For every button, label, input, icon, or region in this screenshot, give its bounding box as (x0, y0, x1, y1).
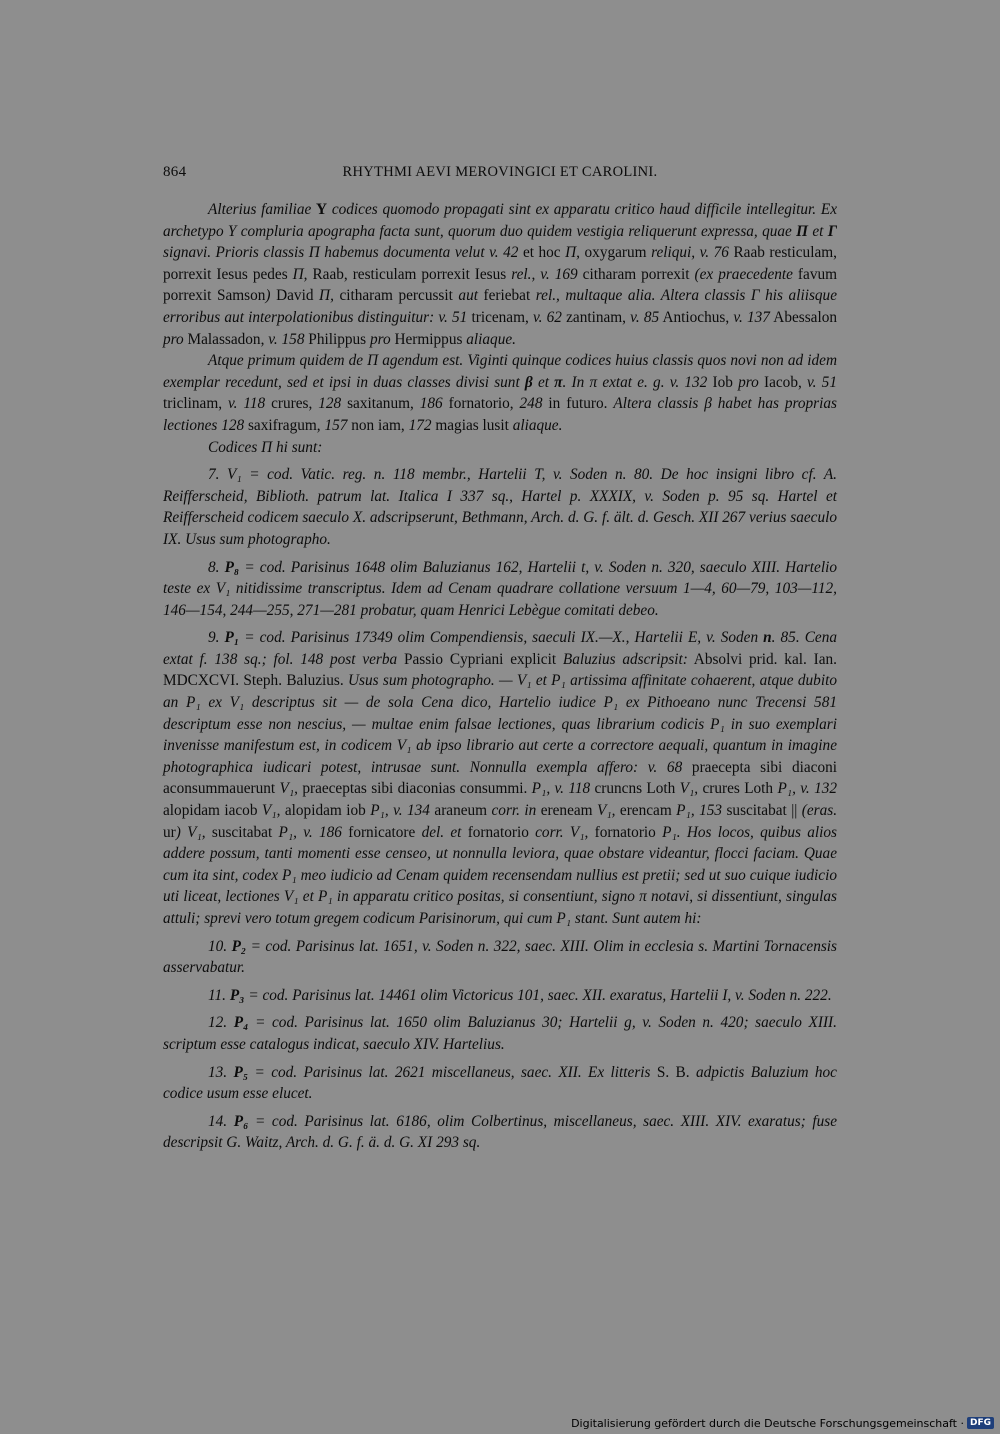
codex-entry-12: 12. P₄ = cod. Parisinus lat. 1650 olim Baluzianus 30; Hartelii g, v. Soden n. 420; saeculo XIII. scriptum esse catalogus indicat, saeculo XIV. Hartelius. (163, 1014, 837, 1053)
codex-entry-8: 8. P₈ = cod. Parisinus 1648 olim Baluzianus 162, Hartelii t, v. Soden n. 320, saeculo XIII. Hartelio teste ex V₁ nitidissime transcriptus. Idem ad Cenam quadrare collatione versuum 1—4, 60—79, 103—112, 146—154, 244—255, 271—281 probatur, quam Henrici Lebègue comitati debeo. (163, 558, 837, 619)
page-header (163, 164, 837, 186)
page-body (163, 199, 837, 1154)
codex-entry-10: 10. P₂ = cod. Parisinus lat. 1651, v. Soden n. 322, saec. XIII. Olim in ecclesia s. Martini Tornacensis asservabatur. (163, 937, 838, 977)
codex-entry-14: 14. P₆ = cod. Parisinus lat. 6186, olim Colbertinus, miscellaneus, saec. XIII. XIV. exaratus; fuse descripsit G. Waitz, Arch. d. G. f. ä. d. G. XI 293 sq. (163, 1112, 837, 1152)
page-number: 864 (163, 164, 187, 180)
codex-entry-11: 11. P₃ = cod. Parisinus lat. 14461 olim Victoricus 101, saec. XII. exaratus, Hartelii I, v. Soden n. 222. (208, 986, 832, 1004)
footer-text: Digitalisierung gefördert durch die Deutsche Forschungsgemeinschaft · (571, 1416, 964, 1430)
codex-entry-9: 9. P₁ = cod. Parisinus 17349 olim Compendiensis, saeculi IX.—X., Hartelii E, v. Soden n. 85. Cena extat f. 138 sq.; fol. 148 post verba Passio Cypriani explicit Baluzius adscripsit: Absolvi prid. kal. Ian. MDCXCVI. Steph. Baluzius. Usus sum photographo. — V₁ et P₁ artissima affinitate cohaerent, atque dubito an P₁ ex V₁ descriptus sit — de sola Cena dico, Hartelio iudice P₁ ex Pithoeano nunc Trecensi 581 descriptum esse non nescius, — multae enim falsae lectiones, quas librarium codicis P₁ in suo exemplari invenisse manifestum est, in codicem V₁ ab ipso librario aut certe a correctore aequali, quantum in imagine photographica iudicari potest, intrusae sunt. Nonnulla exempla affero: v. 68 praecepta sibi diaconi aconsummauerunt V₁, praeceptas sibi diaconias consummi. P₁, v. 118 cruncns Loth V₁, crures Loth P₁, v. 132 alopidam iacob V₁, alopidam iob P₁, v. 134 araneum corr. in ereneam V₁, erencam P₁, 153 suscitabat || (eras. ur) V₁, suscitabat P₁, v. 186 fornicatore del. et fornatorio corr. V₁, fornatorio P₁. Hos locos, quibus alios addere possum, tanti momenti esse censeo, ut nonnulla leviora, quae obstare videantur, flocci faciam. Quae cum ita sint, codex P₁ meo iudicio ad Cenam quidem recensendam nullius est pretii; sed ut suo cuique iudicio uti liceat, lectiones V₁ et P₁ in apparatu critico positas, si consentiunt, signo π notavi, si dissentiunt, singulas attuli; sprevi vero totum gregem codicum Parisinorum, qui cum P₁ stant. Sunt autem hi: (163, 629, 838, 927)
digitization-footer (571, 1415, 994, 1431)
paragraph-class-pi: Atque primum quidem de Π agendum est. Viginti quinque codices huius classis quos novi non ad idem exemplar recedunt, sed et ipsi in duas classes divisi sunt β et π. In π extat e. g. v. 132 Iob pro Iacob, v. 51 triclinam, v. 118 crures, 128 saxitanum, 186 fornatorio, 248 in futuro. Altera classis β habet has proprias lectiones 128 saxifragum, 157 non iam, 172 magias lusit aliaque. (163, 352, 837, 434)
codex-entry-7: 7. V₁ = cod. Vatic. reg. n. 118 membr., Hartelii T, v. Soden n. 80. De hoc insigni libro cf. A. Reifferscheid, Biblioth. patrum lat. Italica I 337 sq., Hartel p. XXXIX, v. Soden p. 95 sq. Hartel et Reifferscheid codicem saeculo X. adscripserunt, Bethmann, Arch. d. G. f. ält. d. Gesch. XII 267 verius saeculo IX. Usus sum photographo. (163, 466, 837, 548)
codex-entry-13: 13. P₅ = cod. Parisinus lat. 2621 miscellaneus, saec. XII. Ex litteris S. B. adpictis Baluzium hoc codice usum esse elucet. (163, 1063, 837, 1103)
paragraph-families: Alterius familiae Y codices quomodo propagati sint ex apparatu critico haud difficile intellegitur. Ex archetypo Y compluria apographa facta sunt, quorum duo quidem vestigia reliquerunt expressa, quae Π et Γ signavi. Prioris classis Π habemus documenta velut v. 42 et hoc Π, oxygarum reliqui, v. 76 Raab resticulam, porrexit Iesus pedes Π, Raab, resticulam porrexit Iesus rel., v. 169 citharam porrexit (ex praecedente favum porrexit Samson) David Π, citharam percussit aut feriebat rel., multaque alia. Altera classis Γ his aliisque erroribus aut interpolationibus distinguitur: v. 51 tricenam, v. 62 zantinam, v. 85 Antiochus, v. 137 Abessalon pro Malassadon, v. 158 Philippus pro Hermippus aliaque. (163, 201, 838, 348)
paragraph-codices-intro: Codices Π hi sunt: (208, 438, 323, 456)
running-title: RHYTHMI AEVI MEROVINGICI ET CAROLINI. (342, 164, 658, 180)
dfg-logo: DFG (967, 1417, 994, 1429)
